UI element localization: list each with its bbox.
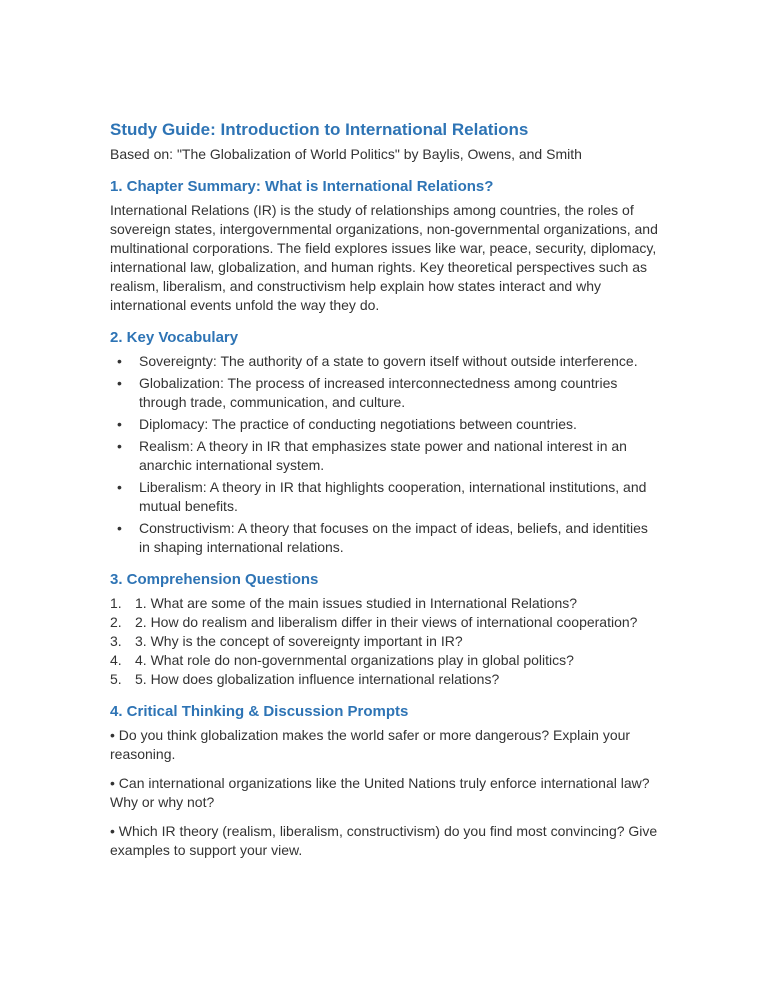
vocabulary-item [110, 374, 660, 412]
section-heading-chapter-summary: 1. Chapter Summary: What is International Relations? [110, 178, 494, 195]
vocabulary-item [110, 415, 660, 434]
vocabulary-item [110, 352, 660, 371]
section-heading-key-vocabulary: 2. Key Vocabulary [110, 329, 239, 346]
vocabulary-list [110, 352, 660, 557]
vocabulary-item [110, 519, 660, 557]
bullet-marker: • [117, 438, 122, 454]
section-heading-discussion-prompts: 4. Critical Thinking & Discussion Prompts [110, 703, 409, 720]
doc-title: Study Guide: Introduction to International Relations [110, 120, 529, 139]
question-item-text: 5. How does globalization influence international relations? [135, 671, 500, 687]
question-item [110, 651, 660, 670]
bullet-marker: • [117, 375, 122, 391]
chapter-summary-paragraph: International Relations (IR) is the study of relationships among countries, the roles of sovereign states, intergovernmental organizations, non-governmental organizations, and multinational corporations. The field explores issues like war, peace, security, diplomacy, international law, globalization, and human rights. Key theoretical perspectives such as realism, liberalism, and constructivism help explain how states interact and why international events unfold the way they do. [110, 202, 658, 313]
comprehension-questions-list [110, 594, 660, 689]
bullet-marker: • [117, 520, 122, 536]
vocabulary-item [110, 478, 660, 516]
bullet-marker: • [117, 353, 122, 369]
list-number: 1. [110, 595, 122, 611]
doc-subtitle: Based on: "The Globalization of World Politics" by Baylis, Owens, and Smith [110, 146, 582, 162]
vocabulary-item-text: Constructivism: A theory that focuses on the impact of ideas, beliefs, and identities in shaping international relations. [139, 520, 648, 555]
question-item-text: 3. Why is the concept of sovereignty important in IR? [135, 633, 463, 649]
vocabulary-item-text: Liberalism: A theory in IR that highlights cooperation, international institutions, and mutual benefits. [139, 479, 647, 514]
vocabulary-item-text: Globalization: The process of increased interconnectedness among countries through trade, communication, and culture. [139, 375, 618, 410]
section-heading-comprehension-questions: 3. Comprehension Questions [110, 571, 319, 588]
question-item [110, 613, 660, 632]
question-item [110, 670, 660, 689]
list-number: 2. [110, 614, 122, 630]
question-item-text: 4. What role do non-governmental organizations play in global politics? [135, 652, 574, 668]
vocabulary-item [110, 437, 660, 475]
question-item-text: 1. What are some of the main issues studied in International Relations? [135, 595, 578, 611]
vocabulary-item-text: Realism: A theory in IR that emphasizes state power and national interest in an anarchic international system. [139, 438, 627, 473]
list-number: 5. [110, 671, 122, 687]
vocabulary-item-text: Diplomacy: The practice of conducting negotiations between countries. [139, 416, 577, 432]
vocabulary-item-text: Sovereignty: The authority of a state to govern itself without outside interference. [139, 353, 638, 369]
question-item [110, 632, 660, 651]
list-number: 4. [110, 652, 122, 668]
question-item [110, 594, 660, 613]
discussion-prompt: • Do you think globalization makes the world safer or more dangerous? Explain your reasoning. [110, 727, 631, 762]
discussion-prompt: • Which IR theory (realism, liberalism, constructivism) do you find most convincing? Give examples to support your view. [110, 823, 658, 858]
list-number: 3. [110, 633, 122, 649]
discussion-prompt: • Can international organizations like the United Nations truly enforce international law? Why or why not? [110, 775, 650, 810]
bullet-marker: • [117, 479, 122, 495]
bullet-marker: • [117, 416, 122, 432]
question-item-text: 2. How do realism and liberalism differ in their views of international cooperation? [135, 614, 638, 630]
